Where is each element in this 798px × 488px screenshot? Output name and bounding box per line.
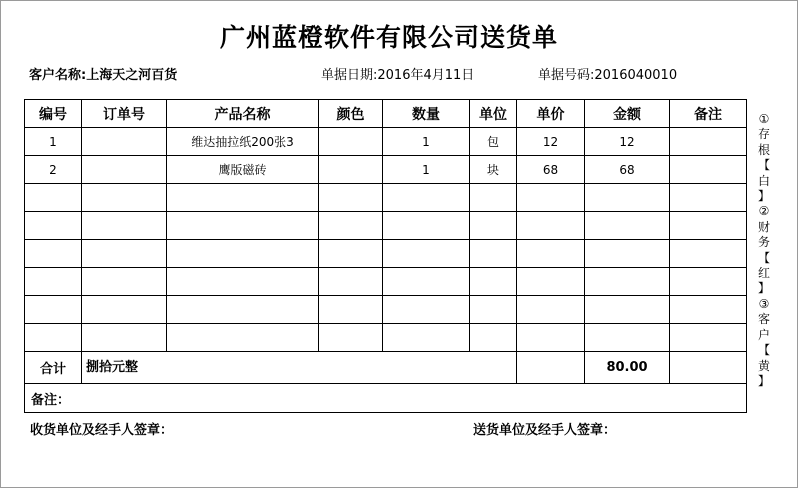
cell-order bbox=[82, 296, 167, 324]
cell-unit bbox=[470, 212, 517, 240]
header-no: 编号 bbox=[25, 100, 82, 128]
table-row bbox=[25, 268, 747, 296]
total-price-cell bbox=[517, 352, 585, 384]
total-note-cell bbox=[670, 352, 747, 384]
table-body bbox=[25, 128, 747, 352]
cell-no bbox=[25, 296, 82, 324]
cell-color bbox=[319, 184, 383, 212]
table-row bbox=[25, 184, 747, 212]
header-qty: 数量 bbox=[383, 100, 470, 128]
copies-note-char: 黄 bbox=[757, 358, 770, 373]
cell-order bbox=[82, 156, 167, 184]
remark-label: 备注： bbox=[25, 384, 747, 413]
cell-color bbox=[319, 156, 383, 184]
cell-amount bbox=[585, 240, 670, 268]
cell-price bbox=[517, 212, 585, 240]
cell-product bbox=[167, 240, 319, 268]
table-header-row bbox=[25, 100, 747, 128]
cell-product bbox=[167, 212, 319, 240]
cell-product bbox=[167, 184, 319, 212]
cell-qty bbox=[383, 212, 470, 240]
cell-amount: 68 bbox=[585, 156, 670, 184]
cell-no bbox=[25, 184, 82, 212]
sender-signature-label: 送货单位及经手人签章： bbox=[473, 423, 617, 438]
document-title: 广州蓝橙软件有限公司送货单 bbox=[219, 23, 558, 52]
table-row bbox=[25, 240, 747, 268]
copies-note-char: 存 bbox=[757, 127, 770, 142]
bill-number: 单据号码:2016040010 bbox=[538, 68, 678, 83]
remark-row bbox=[25, 384, 747, 413]
cell-order bbox=[82, 240, 167, 268]
cell-qty bbox=[383, 240, 470, 268]
header-unit: 单位 bbox=[470, 100, 517, 128]
cell-unit bbox=[470, 184, 517, 212]
cell-unit bbox=[470, 296, 517, 324]
cell-product: 维达抽拉纸200张3 bbox=[167, 128, 319, 156]
table-row bbox=[25, 156, 747, 184]
header-price: 单价 bbox=[517, 100, 585, 128]
cell-product bbox=[167, 324, 319, 352]
copies-note-char: 【 bbox=[757, 343, 770, 358]
total-amount: 80.00 bbox=[585, 352, 670, 384]
cell-color bbox=[319, 128, 383, 156]
cell-note bbox=[670, 324, 747, 352]
cell-no bbox=[25, 240, 82, 268]
cell-no: 1 bbox=[25, 128, 82, 156]
table-row bbox=[25, 296, 747, 324]
header-color: 颜色 bbox=[319, 100, 383, 128]
cell-unit bbox=[470, 324, 517, 352]
copies-note-char: ③ bbox=[758, 296, 770, 311]
cell-order bbox=[82, 268, 167, 296]
bill-date: 单据日期:2016年4月11日 bbox=[321, 68, 475, 83]
cell-amount: 12 bbox=[585, 128, 670, 156]
cell-qty bbox=[383, 268, 470, 296]
copies-note-char: 务 bbox=[757, 235, 770, 250]
copies-note-char: 根 bbox=[757, 142, 770, 157]
cell-note bbox=[670, 156, 747, 184]
cell-no bbox=[25, 324, 82, 352]
cell-amount bbox=[585, 268, 670, 296]
cell-note bbox=[670, 240, 747, 268]
cell-unit: 包 bbox=[470, 128, 517, 156]
cell-price bbox=[517, 184, 585, 212]
copies-note-char: 红 bbox=[757, 266, 770, 281]
cell-qty bbox=[383, 324, 470, 352]
total-label: 合计 bbox=[25, 352, 82, 384]
copies-note-char: ① bbox=[758, 112, 770, 126]
cell-unit bbox=[470, 240, 517, 268]
cell-amount bbox=[585, 296, 670, 324]
cell-price: 68 bbox=[517, 156, 585, 184]
copies-note-char: 白 bbox=[757, 173, 770, 188]
cell-qty: 1 bbox=[383, 156, 470, 184]
cell-no: 2 bbox=[25, 156, 82, 184]
cell-note bbox=[670, 212, 747, 240]
header-order: 订单号 bbox=[82, 100, 167, 128]
cell-note bbox=[670, 184, 747, 212]
cell-note bbox=[670, 268, 747, 296]
cell-color bbox=[319, 296, 383, 324]
cell-order bbox=[82, 324, 167, 352]
copies-note-char: 客 bbox=[757, 312, 770, 327]
cell-order bbox=[82, 212, 167, 240]
cell-amount bbox=[585, 212, 670, 240]
cell-product: 鹰版磁砖 bbox=[167, 156, 319, 184]
cell-qty: 1 bbox=[383, 128, 470, 156]
copies-note bbox=[757, 112, 771, 389]
cell-color bbox=[319, 212, 383, 240]
total-row bbox=[25, 352, 747, 384]
cell-note bbox=[670, 128, 747, 156]
customer-name: 客户名称:上海天之河百货 bbox=[29, 68, 178, 83]
cell-no bbox=[25, 268, 82, 296]
copies-note-char: 【 bbox=[757, 158, 770, 173]
cell-price bbox=[517, 240, 585, 268]
copies-note-char: 【 bbox=[757, 250, 770, 265]
table-row bbox=[25, 128, 747, 156]
cell-amount bbox=[585, 184, 670, 212]
cell-color bbox=[319, 268, 383, 296]
cell-unit bbox=[470, 268, 517, 296]
cell-price bbox=[517, 268, 585, 296]
receiver-signature-label: 收货单位及经手人签章： bbox=[30, 423, 174, 438]
cell-color bbox=[319, 324, 383, 352]
table-row bbox=[25, 324, 747, 352]
copies-note-char: 户 bbox=[757, 327, 770, 342]
copies-note-char: 财 bbox=[757, 219, 770, 234]
cell-qty bbox=[383, 296, 470, 324]
cell-amount bbox=[585, 324, 670, 352]
header-note: 备注 bbox=[670, 100, 747, 128]
cell-order bbox=[82, 184, 167, 212]
cell-product bbox=[167, 268, 319, 296]
copies-note-char: 】 bbox=[757, 189, 770, 204]
cell-order bbox=[82, 128, 167, 156]
copies-note-char: 】 bbox=[757, 281, 770, 296]
table-row bbox=[25, 212, 747, 240]
delivery-table bbox=[24, 99, 747, 413]
total-amount-in-words: 捌拾元整 bbox=[82, 352, 517, 384]
cell-no bbox=[25, 212, 82, 240]
cell-product bbox=[167, 296, 319, 324]
header-amount: 金额 bbox=[585, 100, 670, 128]
copies-note-char: 】 bbox=[757, 373, 770, 388]
cell-unit: 块 bbox=[470, 156, 517, 184]
cell-price: 12 bbox=[517, 128, 585, 156]
cell-price bbox=[517, 324, 585, 352]
cell-color bbox=[319, 240, 383, 268]
cell-qty bbox=[383, 184, 470, 212]
cell-note bbox=[670, 296, 747, 324]
cell-price bbox=[517, 296, 585, 324]
copies-note-char: ② bbox=[758, 204, 770, 219]
header-product: 产品名称 bbox=[167, 100, 319, 128]
